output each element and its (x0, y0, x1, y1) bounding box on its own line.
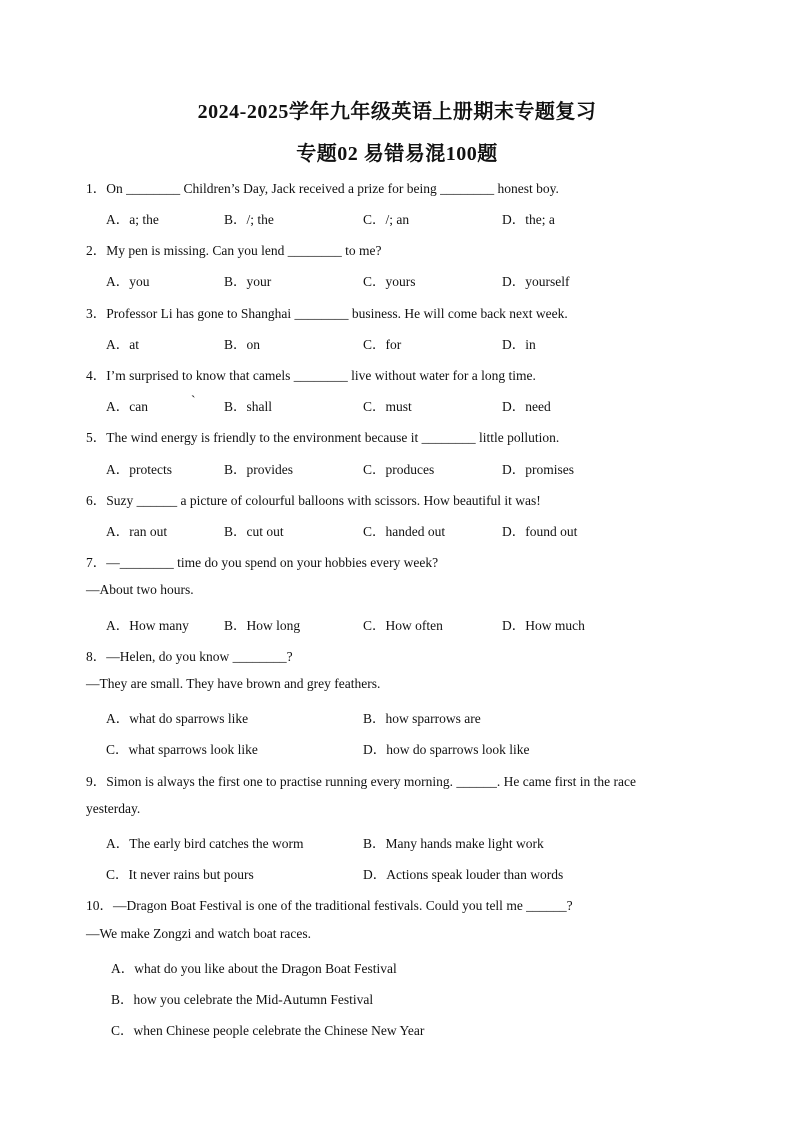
question-9-option-b[interactable]: B．Many hands make light work (363, 836, 544, 851)
question-6-stem: 6．Suzy ______ a picture of colourful balloons with scissors. How beautiful it was! (86, 493, 541, 508)
question-1-option-c[interactable]: C．/; an (363, 212, 410, 227)
question-8-option-b[interactable]: B．how sparrows are (363, 711, 481, 726)
question-9-option-c[interactable]: C．It never rains but pours (106, 867, 254, 882)
question-10-option-b[interactable]: B．how you celebrate the Mid-Autumn Festival (111, 992, 374, 1007)
question-7-option-a[interactable]: A．How many (106, 618, 189, 633)
question-1-option-a[interactable]: A．a; the (106, 212, 159, 227)
question-2-option-b[interactable]: B．your (224, 274, 272, 289)
question-4-option-a[interactable]: A．can (106, 399, 148, 414)
question-8-stem: 8．—Helen, do you know ________? (86, 649, 293, 664)
document-subtitle: 专题02 易错易混100题 (296, 143, 498, 165)
stray-mark: ` (191, 393, 196, 408)
question-9-option-a[interactable]: A．The early bird catches the worm (106, 836, 304, 851)
question-6-option-d[interactable]: D．found out (502, 524, 578, 539)
question-8-option-d[interactable]: D．how do sparrows look like (363, 742, 530, 757)
question-6-option-a[interactable]: A．ran out (106, 524, 168, 539)
question-2-stem: 2．My pen is missing. Can you lend ________ to me? (86, 243, 382, 258)
question-10-option-c[interactable]: C．when Chinese people celebrate the Chinese New Year (111, 1023, 425, 1038)
question-3-option-d[interactable]: D．in (502, 337, 536, 352)
question-8-dialogue-reply: —They are small. They have brown and grey feathers. (86, 676, 381, 691)
question-5-option-a[interactable]: A．protects (106, 462, 172, 477)
document-title: 2024-2025学年九年级英语上册期末专题复习 (197, 101, 597, 123)
question-9-stem: 9．Simon is always the first one to practise running every morning. ______. He came first in the race (86, 774, 636, 789)
question-3-option-a[interactable]: A．at (106, 337, 139, 352)
question-4-stem: 4．I’m surprised to know that camels ________ live without water for a long time. (86, 368, 536, 383)
question-10-option-a[interactable]: A．what do you like about the Dragon Boat Festival (111, 961, 397, 976)
question-9-option-d[interactable]: D．Actions speak louder than words (363, 867, 564, 882)
question-7-stem: 7．—________ time do you spend on your hobbies every week? (86, 555, 439, 570)
question-5-stem: 5．The wind energy is friendly to the environment because it ________ little pollution. (86, 430, 560, 445)
question-1-stem: 1．On ________ Children’s Day, Jack received a prize for being ________ honest boy. (86, 181, 559, 196)
question-3-stem: 3．Professor Li has gone to Shanghai ________ business. He will come back next week. (86, 306, 568, 321)
question-4-option-d[interactable]: D．need (502, 399, 551, 414)
question-10-stem: 10．—Dragon Boat Festival is one of the traditional festivals. Could you tell me ______? (86, 898, 573, 913)
question-2-option-c[interactable]: C．yours (363, 274, 416, 289)
question-3-option-b[interactable]: B．on (224, 337, 261, 352)
question-8-option-c[interactable]: C．what sparrows look like (106, 742, 258, 757)
question-10-dialogue-reply: —We make Zongzi and watch boat races. (86, 926, 311, 941)
question-4-option-c[interactable]: C．must (363, 399, 412, 414)
question-1-option-b[interactable]: B．/; the (224, 212, 274, 227)
question-5-option-d[interactable]: D．promises (502, 462, 574, 477)
question-5-option-c[interactable]: C．produces (363, 462, 435, 477)
question-6-option-b[interactable]: B．cut out (224, 524, 284, 539)
question-5-option-b[interactable]: B．provides (224, 462, 293, 477)
question-7-option-d[interactable]: D．How much (502, 618, 585, 633)
question-2-option-d[interactable]: D．yourself (502, 274, 570, 289)
question-7-dialogue-reply: —About two hours. (86, 582, 194, 597)
question-4-option-b[interactable]: B．shall (224, 399, 273, 414)
question-6-option-c[interactable]: C．handed out (363, 524, 446, 539)
question-8-option-a[interactable]: A．what do sparrows like (106, 711, 249, 726)
question-7-option-c[interactable]: C．How often (363, 618, 443, 633)
question-2-option-a[interactable]: A．you (106, 274, 150, 289)
question-1-option-d[interactable]: D．the; a (502, 212, 555, 227)
question-3-option-c[interactable]: C．for (363, 337, 402, 352)
question-7-option-b[interactable]: B．How long (224, 618, 301, 633)
question-9-stem-continued: yesterday. (86, 801, 141, 816)
